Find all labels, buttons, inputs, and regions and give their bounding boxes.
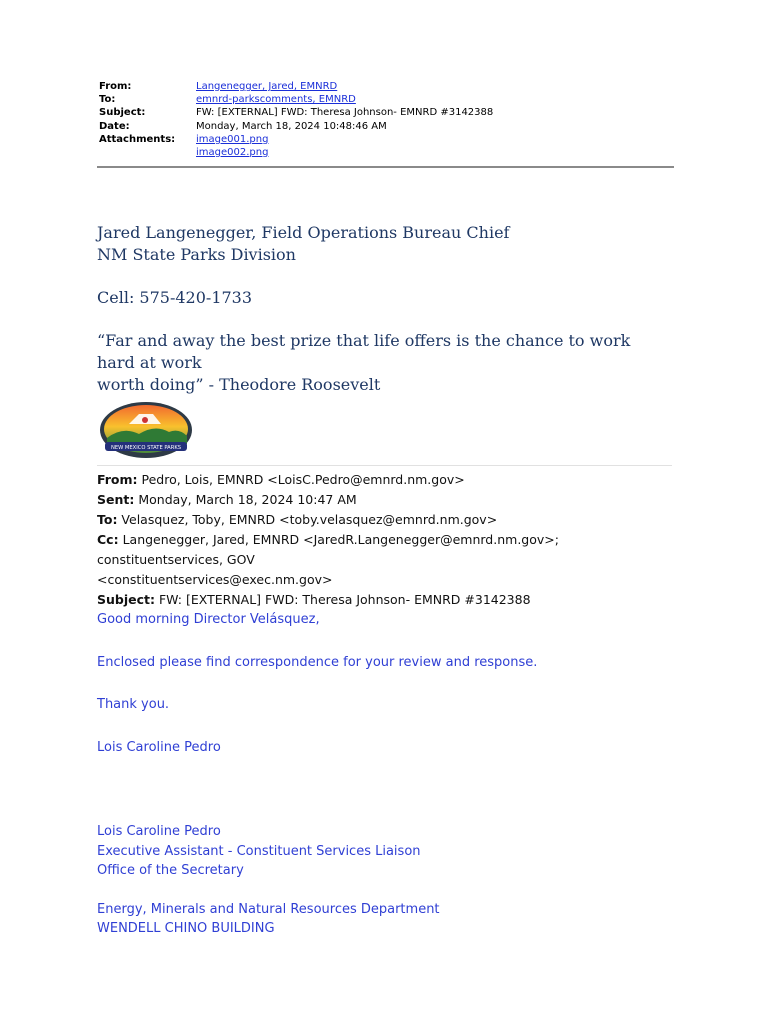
body-sig-title: Executive Assistant - Constituent Services Liaison [97, 843, 421, 859]
email-header [99, 80, 493, 159]
fwd-cc-row [97, 530, 677, 570]
header-subject-row [99, 106, 493, 119]
logo-text: NEW MEXICO STATE PARKS [110, 445, 182, 451]
fwd-from-value: Pedro, Lois, EMNRD <LoisC.Pedro@emnrd.nm.gov> [137, 472, 465, 487]
date-value: Monday, March 18, 2024 10:48:46 AM [196, 120, 387, 132]
attachments-list [196, 133, 268, 159]
header-to-row [99, 93, 493, 106]
fwd-cc-row-continued: <constituentservices@exec.nm.gov> [97, 572, 333, 587]
subject-value: FW: [EXTERNAL] FWD: Theresa Johnson- EMNRD #3142388 [196, 107, 494, 119]
fwd-sent-value: Monday, March 18, 2024 10:47 AM [134, 492, 357, 507]
signature-block [97, 222, 667, 396]
header-from-row [99, 80, 493, 93]
forwarded-header [97, 470, 677, 610]
body-thanks: Thank you. [97, 697, 170, 712]
fwd-subject-row [97, 590, 677, 610]
body-signoff: Lois Caroline Pedro [97, 739, 221, 755]
message-body [97, 610, 537, 939]
fwd-to-row [97, 510, 677, 530]
subject-label: Subject: [99, 107, 146, 119]
fwd-sent-label: Sent: [97, 492, 135, 507]
header-divider [97, 166, 674, 168]
body-line: Enclosed please find correspondence for your review and response. [97, 654, 538, 670]
fwd-to-label: To: [97, 512, 118, 527]
fwd-subject-value: FW: [EXTERNAL] FWD: Theresa Johnson- EMNRD #3142388 [155, 592, 531, 607]
fwd-cc-value: Langenegger, Jared, EMNRD <JaredR.Langenegger@emnrd.nm.gov>; constituentservices, GOV [97, 532, 559, 567]
forward-divider [97, 465, 672, 466]
fwd-subject-label: Subject: [97, 592, 155, 607]
attachment-link[interactable]: image002.png [196, 147, 269, 159]
signature-cell: Cell: 575-420-1733 [97, 288, 253, 307]
signature-quote-line1: “Far and away the best prize that life offers is the chance to work hard at work [97, 331, 631, 372]
fwd-cc-label: Cc: [97, 532, 119, 547]
attachment-link[interactable]: image001.png [196, 133, 269, 145]
header-date-row [99, 120, 493, 133]
fwd-sent-row [97, 490, 677, 510]
from-label: From: [99, 81, 132, 92]
from-link[interactable]: Langenegger, Jared, EMNRD [196, 81, 338, 92]
to-label: To: [99, 94, 116, 106]
fwd-from-row [97, 470, 677, 490]
body-greeting: Good morning Director Velásquez, [97, 612, 320, 627]
signature-quote-line2: worth doing” - Theodore Roosevelt [97, 375, 381, 394]
header-attachments-row [99, 133, 493, 159]
body-sig-name: Lois Caroline Pedro [97, 824, 221, 839]
fwd-from-label: From: [97, 472, 138, 487]
to-link[interactable]: emnrd-parkscomments, EMNRD [196, 94, 356, 106]
fwd-to-value: Velasquez, Toby, EMNRD <toby.velasquez@emnrd.nm.gov> [117, 512, 498, 527]
signature-name-title: Jared Langenegger, Field Operations Bureau Chief [97, 223, 510, 242]
body-sig-building: WENDELL CHINO BUILDING [97, 921, 275, 936]
signature-division: NM State Parks Division [97, 245, 296, 264]
nm-state-parks-logo [99, 400, 193, 460]
body-sig-office: Office of the Secretary [97, 863, 244, 878]
date-label: Date: [99, 120, 130, 132]
attachments-label: Attachments: [99, 133, 176, 145]
body-sig-dept: Energy, Minerals and Natural Resources Department [97, 901, 440, 917]
